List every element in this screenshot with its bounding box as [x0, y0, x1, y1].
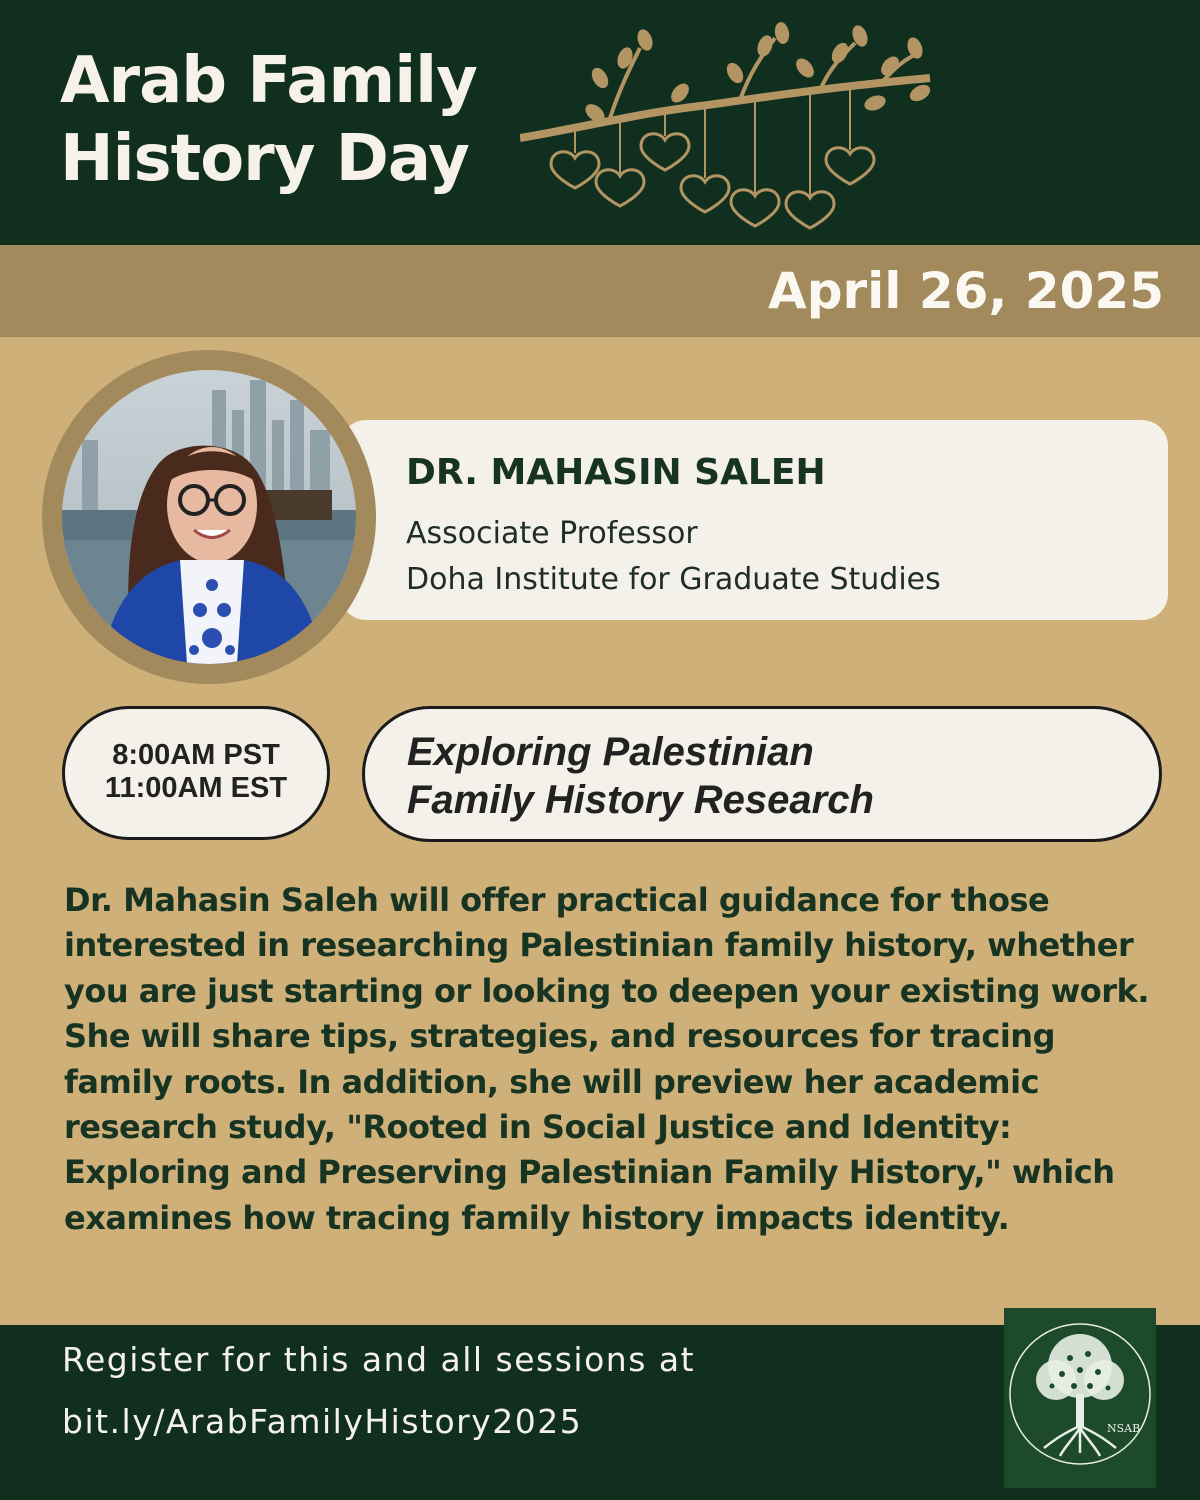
register-text: Register for this and all sessions at [62, 1340, 696, 1379]
logo-text: NSAB [1107, 1422, 1141, 1435]
time-pst: 8:00AM PST [112, 739, 280, 771]
speaker-name: DR. MAHASIN SALEH [406, 452, 826, 493]
registration-link[interactable]: bit.ly/ArabFamilyHistory2025 [62, 1402, 583, 1441]
session-title-pill [362, 706, 1162, 842]
session-time-pill [62, 706, 330, 840]
heart-branch-decoration [520, 18, 940, 238]
time-est: 11:00AM EST [104, 772, 288, 804]
title-line-2: History Day [60, 122, 469, 196]
event-date: April 26, 2025 [768, 262, 1164, 320]
speaker-role: Associate Professor [406, 516, 698, 551]
session-title-line-1: Exploring Palestinian [407, 730, 814, 774]
session-description: Dr. Mahasin Saleh will offer practical guidance for those interested in researching Palestinian family history, whether you are just starting or looking to deepen your existing work. She will share tips, strategies, and resources for tracing family roots. In addition, she will preview her academic research study, "Rooted in Social Justice and Identity: Exploring and Preserving Palestinian Family History," which examines how tracing family history impacts identity. [64, 881, 1149, 1237]
speaker-photo [62, 370, 356, 664]
title-line-1: Arab Family [60, 44, 477, 118]
nsab-logo [1004, 1308, 1156, 1488]
date-band [0, 245, 1200, 337]
session-title-line-2: Family History Research [407, 778, 874, 822]
event-title [60, 42, 477, 198]
speaker-card [340, 420, 1168, 620]
speaker-institution: Doha Institute for Graduate Studies [406, 562, 941, 597]
